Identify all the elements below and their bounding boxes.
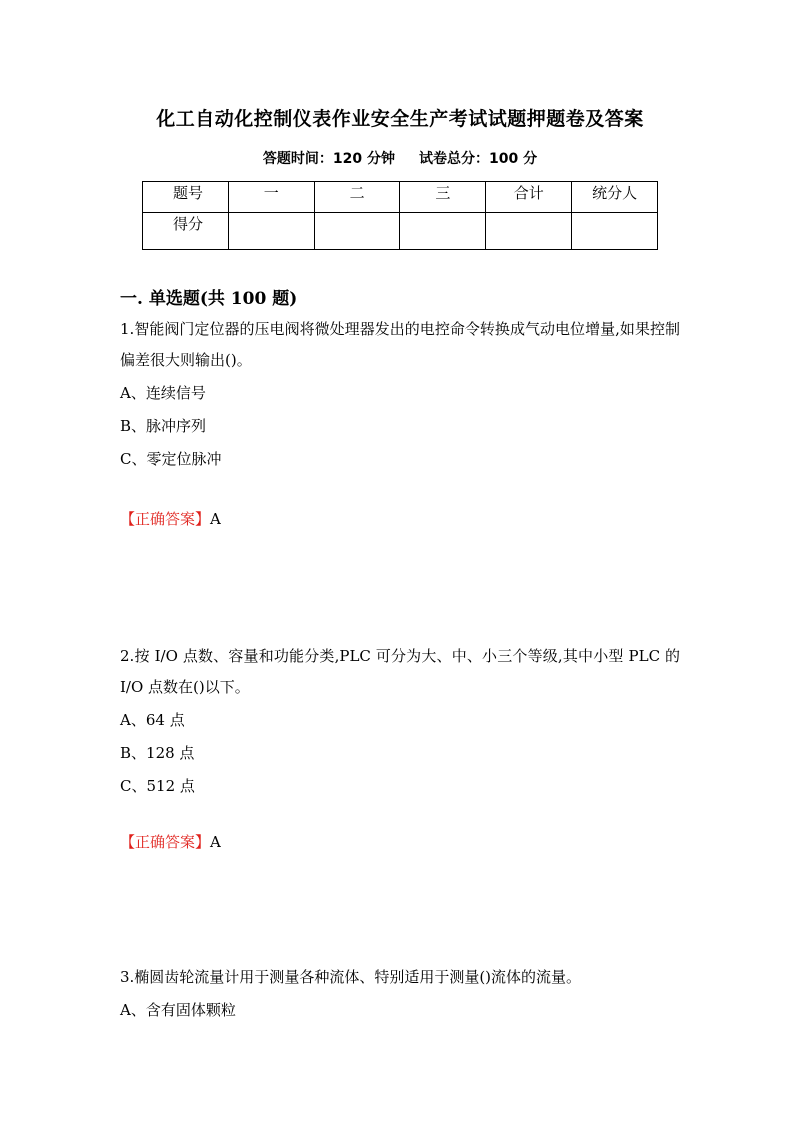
- score-cell: [400, 213, 486, 250]
- question-1: [120, 314, 680, 475]
- question-text: 2.按 I/O 点数、容量和功能分类,PLC 可分为大、中、小三个等级,其中小型 PLC 的 I/O 点数在()以下。: [120, 647, 680, 696]
- answer-2: [120, 831, 221, 852]
- score-row-label: 得分: [143, 213, 229, 250]
- option-c: C、512 点: [120, 777, 195, 795]
- exam-meta: [0, 148, 800, 168]
- score-header-cell: 合计: [486, 182, 572, 213]
- exam-time: 答题时间：120 分钟: [262, 151, 395, 167]
- answer-label: 【正确答案】: [120, 510, 211, 528]
- score-header-cell: 统分人: [572, 182, 658, 213]
- section-heading: 一. 单选题(共 100 题): [120, 289, 298, 309]
- score-table-score-row: [143, 213, 658, 250]
- option-c: C、零定位脉冲: [120, 450, 222, 468]
- answer-label: 【正确答案】: [120, 833, 211, 851]
- answer-value: A: [210, 833, 221, 851]
- question-2: [120, 641, 680, 802]
- score-header-cell: 一: [228, 182, 314, 213]
- score-table: [142, 181, 658, 250]
- exam-total-score: 试卷总分：100 分: [419, 151, 538, 167]
- score-cell: [314, 213, 400, 250]
- score-table-header-row: [143, 182, 658, 213]
- score-header-cell: 题号: [143, 182, 229, 213]
- question-3: [120, 962, 680, 1026]
- option-a: A、64 点: [120, 711, 185, 729]
- score-cell: [486, 213, 572, 250]
- score-cell: [572, 213, 658, 250]
- page-title: 化工自动化控制仪表作业安全生产考试试题押题卷及答案: [156, 108, 644, 130]
- score-cell: [228, 213, 314, 250]
- answer-1: [120, 508, 221, 529]
- option-b: B、128 点: [120, 744, 195, 762]
- score-header-cell: 三: [400, 182, 486, 213]
- answer-value: A: [210, 510, 221, 528]
- option-a: A、含有固体颗粒: [120, 1001, 236, 1019]
- question-text: 1.智能阀门定位器的压电阀将微处理器发出的电控命令转换成气动电位增量,如果控制偏差很大则输出()。: [120, 320, 680, 369]
- option-b: B、脉冲序列: [120, 417, 207, 435]
- option-a: A、连续信号: [120, 384, 206, 402]
- score-header-cell: 二: [314, 182, 400, 213]
- question-text: 3.椭圆齿轮流量计用于测量各种流体、特别适用于测量()流体的流量。: [120, 968, 582, 986]
